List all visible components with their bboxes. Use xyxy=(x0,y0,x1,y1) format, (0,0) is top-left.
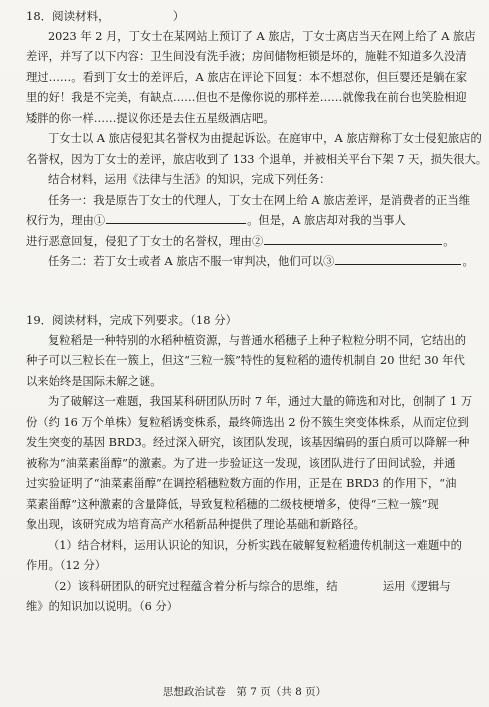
q19-p2-line-3: 发生突变的基因 BRD3。经过深入研究，该团队发现，该基因编码的蛋白质可以降解一种 xyxy=(26,436,470,449)
q19-p2-line-5: 过实验证明了“油菜素甾醇”在调控稻穗粒数方面的作用，正是在 BRD3 的作用下，“油 xyxy=(26,477,457,490)
q18-p1-line-4: 里的好！我是不完美，有缺点……但也不是像你说的那样差……就像我在前台也笑脸相迎 xyxy=(26,91,467,104)
question-18 xyxy=(26,6,488,273)
q18-p2-line-1: 丁女士以 A 旅店侵犯其名誉权为由提起诉讼。在庭审中，A 旅店辩称丁女士侵犯旅店的 xyxy=(48,132,482,145)
question-19-title: 19．阅读材料，完成下列要求。（18 分） xyxy=(26,313,238,327)
page-footer: 思想政治试卷 第 7 页（共 8 页） xyxy=(162,686,327,698)
q19-p1-line-3: 以来始终是国际未解之谜。 xyxy=(26,374,162,388)
answer-blank-3[interactable] xyxy=(335,252,461,265)
q18-p1-line-2: 差评，并写了以下内容：卫生间没有洗手液；房间储物柜锁是坏的，施鞋不知道多久没清 xyxy=(26,50,467,63)
q19-p2-line-2: 份（约 16 万个单株）复粒稻诱变株系，最终筛选出 2 份不簇生突变体株系，从而定位到 xyxy=(26,415,469,429)
q19-req2-line-2: 维》的知识加以说明。（6 分） xyxy=(26,600,178,613)
question-19 xyxy=(26,310,473,618)
question-18-title: 18．阅读材料， ） xyxy=(26,9,185,23)
q18-task1-line-3: 进行恶意回复，侵犯了丁女士的名誉权，理由② 。 xyxy=(26,232,467,253)
q19-p2-line-4: 被称为“油菜素甾醇”的激素。为了进一步验证这一发现，该团队进行了田间试验，并通 xyxy=(26,456,456,470)
q18-p1-line-1: 2023 年 2 月，丁女士在某网站上预订了 A 旅店，丁女士离店当天在网上给了 A 旅店 xyxy=(48,29,476,43)
q19-p2-line-7: 象出现，该研究成为培育高产水稻新品种提供了理论基础和新路径。 xyxy=(26,518,365,531)
q18-p1-line-3: 理过……。看到丁女士的差评后，A 旅店在评论下回复：本不想怼你，但巨婴还是躺在家 xyxy=(26,70,468,84)
q18-task2-line: 任务二：若丁女士或者 A 旅店不服一审判决，他们可以③ 。 xyxy=(26,252,467,273)
answer-blank-1[interactable] xyxy=(106,211,246,224)
q18-task1-line-1: 任务一：我是原告丁女士的代理人，丁女士在网上给 A 旅店差评，是消费者的正当维 xyxy=(48,193,471,207)
q19-req2-line-1: （2）该科研团队的研究过程蕴含着分析与综合的思维，结 运用《逻辑与 xyxy=(48,579,451,593)
q18-p1-line-5: 矮胖的你一样……提议你还是去住五星级酒店吧。 xyxy=(26,111,275,125)
q19-p1-line-1: 复粒稻是一种特别的水稻种植资源，与普通水稻穗子上种子粒粒分明不同，它结出的 xyxy=(48,333,466,347)
q19-req1-line-2: 作用。（12 分） xyxy=(26,559,107,572)
q18-task1-line-2: 权行为，理由① 。但是，A 旅店却对我的当事人 xyxy=(26,211,467,232)
q18-instruction: 结合材料，运用《法律与生活》的知识，完成下列任务： xyxy=(48,173,331,186)
answer-blank-2[interactable] xyxy=(264,232,442,245)
q19-p1-line-2: 种子可以三粒长在一簇上，但这“三粒一簇”特性的复粒稻的遗传机制自 20 世纪 30 年代 xyxy=(26,354,465,367)
q19-req1-line-1: （1）结合材料，运用认识论的知识，分析实践在破解复粒稻遗传机制这一难题中的 xyxy=(48,538,462,552)
q19-p2-line-1: 为了破解这一难题，我国某科研团队历时 7 年，通过大量的筛选和对比，创制了 1 万 xyxy=(48,395,473,408)
q18-p2-line-2: 名誉权，因为丁女士的差评，旅店收到了 133 个退单，并被相关平台下架 7 天，损失很大。 xyxy=(26,152,488,166)
q19-p2-line-6: 菜素甾醇”这种激素的含量降低，导致复粒稻穗的二级枝梗增多，使得“三粒一簇”现 xyxy=(26,497,439,511)
